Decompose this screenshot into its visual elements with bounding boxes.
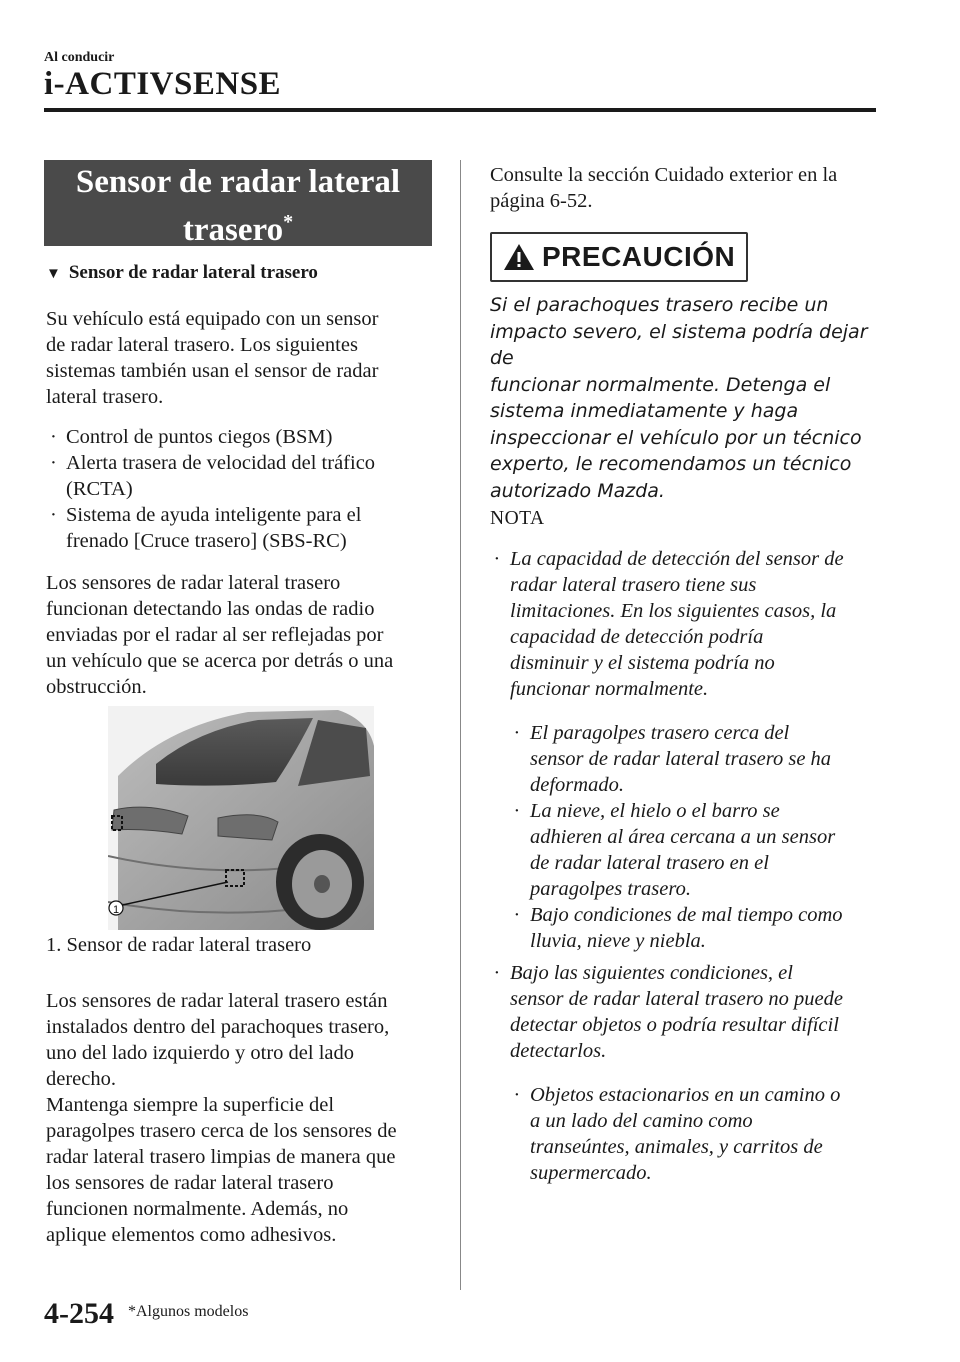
section-label: Al conducir: [44, 50, 115, 65]
caution-banner: [490, 232, 748, 282]
list-item: · Bajo las siguientes condiciones, el sensor de radar lateral trasero no puede detectar objetos o podría resultar difícil detectarlos.: [494, 962, 843, 1062]
list-item: · Sistema de ayuda inteligente para el frenado [Cruce trasero] (SBS-RC): [50, 504, 362, 552]
systems-list: [46, 424, 446, 554]
header-divider: [44, 108, 876, 112]
note-item-1: [490, 546, 882, 702]
figure-caption: 1. Sensor de radar lateral trasero: [46, 934, 312, 956]
note-item-2: [490, 960, 882, 1064]
car-rear-figure: [108, 706, 374, 930]
radar-function-paragraph: Los sensores de radar lateral trasero funcionan detectando las ondas de radio enviadas por el radar al ser reflejadas por un vehículo que se acerca por detrás o una obstrucción.: [46, 572, 394, 698]
list-item: · Bajo condiciones de mal tiempo como lluvia, nieve y niebla.: [514, 904, 843, 952]
figure-callout-1: 1: [112, 904, 120, 916]
reference-paragraph: Consulte la sección Cuidado exterior en la página 6-52.: [490, 164, 838, 212]
section-title-line2: trasero*: [182, 211, 294, 248]
installation-paragraph: Los sensores de radar lateral trasero están instalados dentro del parachoques trasero, uno del lado izquierdo y otro del lado derecho. Mantenga siempre la superficie del paragolpes trasero cerca de los sensores de radar lateral trasero limpias de manera que los sensores de radar lateral trasero funcionen normalmente. Además, no aplique elementos como adhesivos.: [46, 990, 397, 1246]
warning-triangle-icon: [502, 242, 536, 272]
intro-paragraph: Su vehículo está equipado con un sensor de radar lateral trasero. Los siguientes sistemas también usan el sensor de radar lateral trasero.: [46, 308, 379, 408]
caution-text: Si el parachoques trasero recibe un impacto severo, el sistema podría dejar de funcionar normalmente. Detenga el sistema inmediatamente y haga inspeccionar el vehículo por un técnico experto, le recomendamos un técnico autorizado Mazda.: [490, 294, 868, 502]
list-item: · La nieve, el hielo o el barro se adhieren al área cercana a un sensor de radar lateral trasero en el paragolpes trasero.: [514, 800, 836, 900]
page-number: 4-254: [44, 1297, 114, 1330]
car-illustration: [108, 706, 374, 930]
section-title-box: [44, 160, 432, 246]
column-divider: [460, 160, 461, 1290]
footnote: *Algunos modelos: [128, 1303, 249, 1320]
section-title-line1: Sensor de radar lateral: [75, 164, 401, 200]
list-item: · Control de puntos ciegos (BSM): [50, 426, 333, 448]
note-label: NOTA: [490, 508, 545, 529]
list-item: · Alerta trasera de velocidad del tráfico (RCTA): [50, 452, 376, 500]
note-sublist-2: [510, 1082, 882, 1186]
list-item: · El paragolpes trasero cerca del sensor de radar lateral trasero se ha deformado.: [514, 722, 832, 796]
chapter-title: i-ACTIVSENSE: [44, 66, 282, 102]
caution-label: PRECAUCIÓN: [542, 241, 736, 272]
note-sublist-1: [510, 720, 882, 954]
list-item: · La capacidad de detección del sensor de radar lateral trasero tiene sus limitaciones. En los siguientes casos, la capacidad de detección podría disminuir y el sistema podría no funcionar normalmente.: [494, 548, 844, 700]
subsection-heading: ▼ Sensor de radar lateral trasero: [46, 262, 318, 283]
triangle-down-icon: ▼: [46, 266, 61, 282]
asterisk-mark: *: [283, 211, 294, 233]
list-item: · Objetos estacionarios en un camino o a un lado del camino como transeúntes, animales, y carritos de supermercado.: [514, 1084, 841, 1184]
